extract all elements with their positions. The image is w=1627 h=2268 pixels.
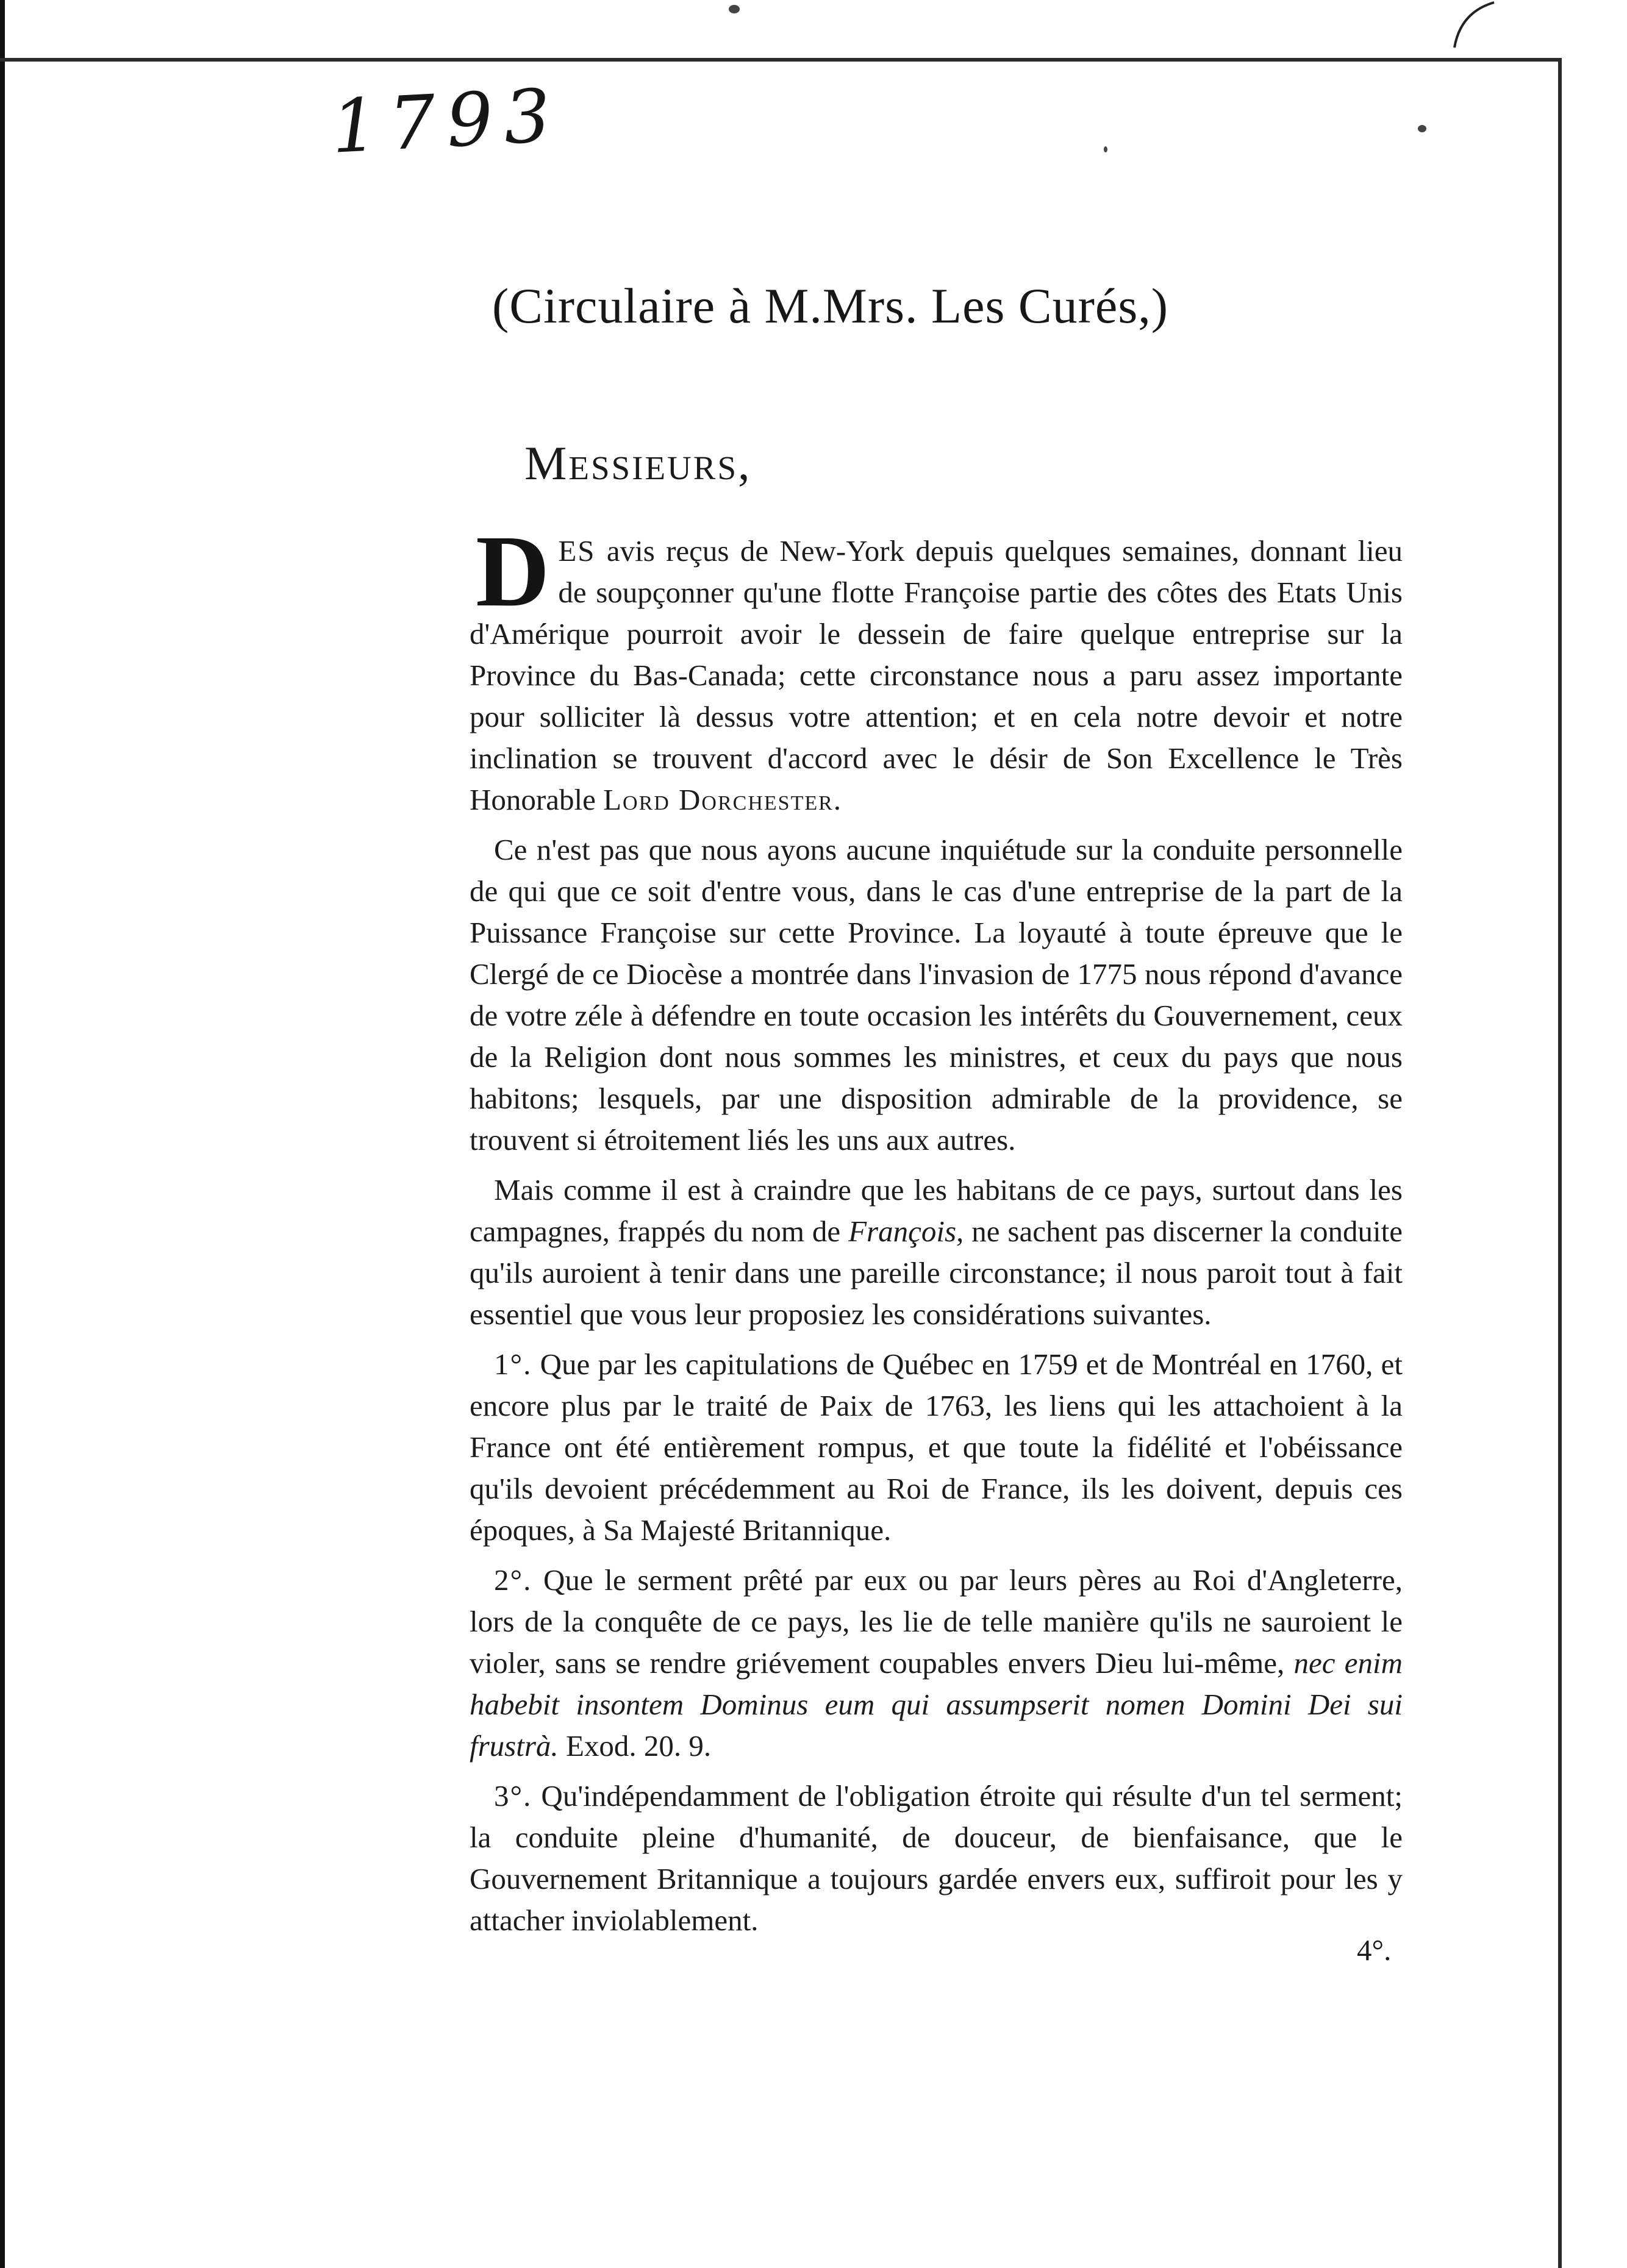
paragraph-4 bbox=[470, 1344, 1403, 1551]
letter-body bbox=[470, 515, 1403, 1950]
lord-dorchester: Lord Dorchester. bbox=[603, 783, 843, 816]
paragraph-4-text: Que par les capitulations de Québec en 1759 et de Montréal en 1760, et encore plus par le traité de Paix de 1763, les liens qui les attachoient à la France ont été entièrement rompus, et que toute la fidélité et l'obéissance qu'ils devoient précédemment au Roi de France, ils les doivent, depuis ces époques, à Sa Majesté Britannique. bbox=[470, 1347, 1403, 1547]
latin-quotation: nec enim habebit insontem Dominus eum qui assumpserit nomen Domini Dei sui frustrà. bbox=[470, 1646, 1403, 1763]
document-title-text: (Circulaire à M.Mrs. Les Curés,) bbox=[492, 278, 1169, 333]
page-edge-right bbox=[1558, 58, 1562, 2268]
document-title bbox=[0, 277, 1627, 335]
paragraph-2: Ce n'est pas que nous ayons aucune inquiétude sur la conduite personnelle de qui que ce soit d'entre vous, dans le cas d'une entreprise de la part de la Puissance Françoise sur cette Province. La loyauté à toute épreuve que le Clergé de ce Diocèse a montrée dans l'invasion de 1775 nous répond d'avance de votre zéle à défendre en toute occasion les intérêts du Gouvernement, ceux de la Religion dont nous sommes les ministres, et ceux du pays que nous habitons; lesquels, par une disposition admirable de la providence, se trouvent si étroitement liés les uns aux autres. bbox=[470, 833, 1403, 1157]
paragraph-1 bbox=[470, 515, 1403, 821]
paragraph-3-text-a: Mais comme il est à craindre que les habitans de ce pays, surtout dans les campagnes, frappés du nom de bbox=[470, 1173, 1403, 1248]
paragraph-5 bbox=[470, 1560, 1403, 1767]
scan-border-left bbox=[0, 0, 5, 2268]
paragraph-6-text: Qu'indépendamment de l'obligation étroite qui résulte d'un tel serment; la conduite pleine d'humanité, de douceur, de bienfaisance, que le Gouvernement Britannique a toujours gardée envers eux, suffiroit pour les y attacher inviolablement. bbox=[470, 1779, 1403, 1937]
item-number-3: 3°. bbox=[494, 1779, 532, 1813]
drop-cap-continuation: ES bbox=[558, 534, 596, 568]
scan-speck bbox=[729, 5, 740, 13]
paragraph-3 bbox=[470, 1169, 1403, 1335]
scan-speck bbox=[1418, 125, 1426, 132]
paragraph-6 bbox=[470, 1775, 1403, 1941]
paragraph-3-italic: François, bbox=[848, 1214, 964, 1248]
corner-scratch-mark bbox=[1448, 0, 1497, 49]
catchword: 4°. bbox=[1357, 1933, 1392, 1967]
salutation: Messieurs, bbox=[524, 437, 752, 490]
handwritten-year: 1793 bbox=[329, 73, 564, 170]
item-number-2: 2°. bbox=[494, 1563, 532, 1597]
item-number-1: 1°. bbox=[494, 1347, 532, 1381]
scripture-reference: Exod. 20. 9. bbox=[558, 1729, 712, 1763]
paragraph-5-text-a: Que le serment prêté par eux ou par leurs pères au Roi d'Angleterre, lors de la conquête de ce pays, les lie de telle manière qu'ils ne sauroient le violer, sans se rendre griévement coupables envers Dieu lui-même, bbox=[470, 1563, 1403, 1680]
scan-speck bbox=[1104, 146, 1107, 152]
paragraph-1-text: avis reçus de New-York depuis quelques semaines, donnant lieu de soupçonner qu'une flotte Françoise partie des côtes des Etats Unis d'Amérique pourroit avoir le dessein de faire quelque entreprise sur la Province du Bas-Canada; cette circonstance nous a paru assez importante pour solliciter là dessus votre attention; et en cela notre devoir et notre inclination se trouvent d'accord avec le désir de Son Excellence le Très Honorable bbox=[470, 534, 1403, 816]
page-edge-top bbox=[0, 58, 1561, 62]
drop-cap: D bbox=[476, 515, 550, 628]
paragraph-3-text-b: ne sachent pas discerner la conduite qu'ils auroient à tenir dans une pareille circonstance; il nous paroit tout à fait essentiel que vous leur proposiez les considérations suivantes. bbox=[470, 1214, 1403, 1331]
